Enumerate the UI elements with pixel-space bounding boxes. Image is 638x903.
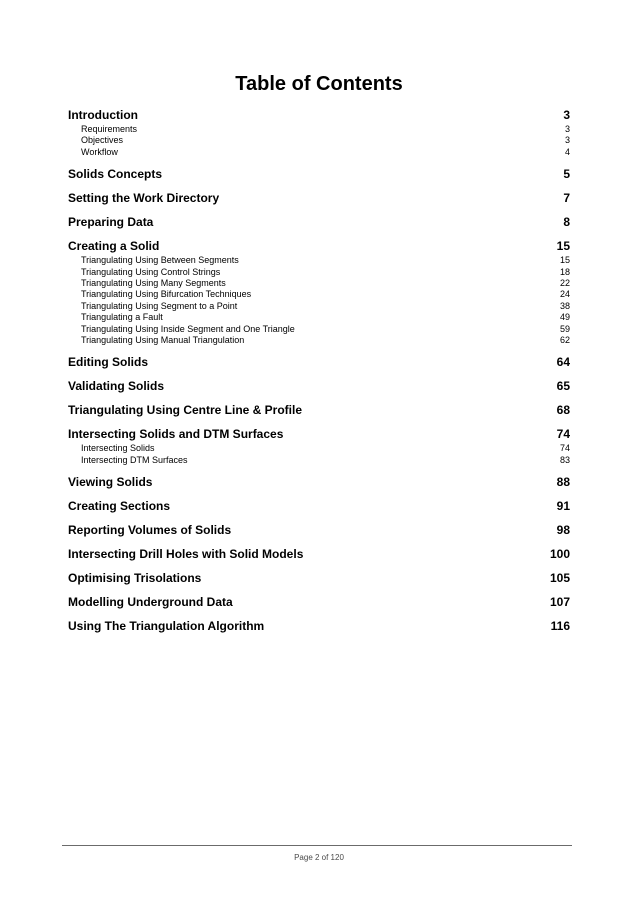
toc-subentry-page: 49 <box>559 312 570 323</box>
toc-entry[interactable] <box>68 570 570 586</box>
toc-subentry[interactable] <box>68 443 570 454</box>
toc-subentry[interactable] <box>68 324 570 335</box>
toc-entry-label: Intersecting Solids and DTM Surfaces <box>68 427 284 442</box>
toc-subentry[interactable] <box>68 135 570 146</box>
toc-entry-label: Using The Triangulation Algorithm <box>68 619 265 634</box>
toc-subentry-page: 38 <box>559 300 570 311</box>
toc-subentry[interactable] <box>68 301 570 312</box>
toc-subentry[interactable] <box>68 147 570 158</box>
toc-subentry-label: Intersecting Solids <box>81 443 155 454</box>
toc-section <box>68 107 570 158</box>
toc-entry[interactable] <box>68 107 570 123</box>
toc-entry[interactable] <box>68 474 570 490</box>
toc-entry-page: 5 <box>563 167 570 182</box>
toc-subentry-label: Objectives <box>81 135 124 146</box>
toc-entry[interactable] <box>68 546 570 562</box>
toc-entry-label: Creating a Solid <box>68 239 160 254</box>
toc-section <box>68 618 570 634</box>
toc-subentry-page: 3 <box>564 135 570 146</box>
toc-subentry-label: Workflow <box>81 146 118 157</box>
toc-entry-page: 8 <box>563 215 570 230</box>
toc-entry-label: Modelling Underground Data <box>68 595 233 610</box>
toc-entry[interactable] <box>68 402 570 418</box>
toc-subentry[interactable] <box>68 455 570 466</box>
toc-subentry-page: 4 <box>564 146 570 157</box>
page-title: Table of Contents <box>235 73 403 95</box>
toc-entry-page: 100 <box>549 547 570 562</box>
toc-subentry-page: 22 <box>559 277 570 288</box>
toc-subentry-page: 83 <box>559 454 570 465</box>
toc-subentries <box>68 443 570 466</box>
toc-subentries <box>68 255 570 346</box>
toc-entry[interactable] <box>68 190 570 206</box>
toc-subentry[interactable] <box>68 124 570 135</box>
table-of-contents <box>68 107 570 642</box>
toc-section <box>68 354 570 370</box>
toc-entry[interactable] <box>68 594 570 610</box>
toc-entry[interactable] <box>68 238 570 254</box>
page-number: Page 2 of 120 <box>294 853 344 862</box>
toc-section <box>68 546 570 562</box>
toc-section <box>68 214 570 230</box>
toc-subentry-label: Triangulating Using Segment to a Point <box>81 300 238 311</box>
toc-entry-page: 65 <box>556 379 570 394</box>
toc-entry-label: Optimising Trisolations <box>68 571 202 586</box>
toc-entry-page: 91 <box>556 499 570 514</box>
toc-entry-label: Solids Concepts <box>68 167 163 182</box>
toc-subentry-page: 74 <box>559 443 570 454</box>
toc-entry-page: 3 <box>563 108 570 122</box>
toc-entry[interactable] <box>68 378 570 394</box>
toc-entry-page: 74 <box>556 427 570 442</box>
toc-section <box>68 166 570 182</box>
toc-entry[interactable] <box>68 618 570 634</box>
toc-entry-label: Validating Solids <box>68 379 165 394</box>
toc-subentry-label: Requirements <box>81 124 138 134</box>
toc-entry-page: 88 <box>556 475 570 490</box>
toc-section <box>68 378 570 394</box>
toc-subentry-label: Triangulating Using Many Segments <box>81 277 226 288</box>
toc-section <box>68 190 570 206</box>
toc-entry-page: 116 <box>550 619 570 634</box>
toc-subentry-page: 59 <box>559 323 570 334</box>
toc-subentry-label: Triangulating Using Between Segments <box>81 255 239 266</box>
toc-subentry[interactable] <box>68 289 570 300</box>
toc-entry-page: 7 <box>563 191 570 206</box>
toc-section <box>68 498 570 514</box>
toc-entry-page: 64 <box>556 355 570 370</box>
toc-subentry-page: 18 <box>559 266 570 277</box>
toc-entry-label: Creating Sections <box>68 499 171 514</box>
toc-subentry[interactable] <box>68 278 570 289</box>
toc-entry-page: 68 <box>556 403 570 418</box>
toc-subentry[interactable] <box>68 255 570 266</box>
toc-section <box>68 594 570 610</box>
toc-subentry-page: 24 <box>559 289 570 300</box>
toc-subentry[interactable] <box>68 335 570 346</box>
toc-section <box>68 402 570 418</box>
toc-subentry-label: Triangulating Using Control Strings <box>81 266 221 277</box>
toc-entry-page: 98 <box>556 523 570 538</box>
toc-section <box>68 522 570 538</box>
toc-entry-label: Intersecting Drill Holes with Solid Models <box>68 547 304 562</box>
toc-entry-label: Setting the Work Directory <box>68 191 220 206</box>
toc-entry-page: 105 <box>549 571 570 586</box>
toc-subentry-label: Triangulating Using Manual Triangulation <box>81 334 245 345</box>
toc-subentry[interactable] <box>68 312 570 323</box>
toc-entry-label: Viewing Solids <box>68 475 153 490</box>
toc-subentry-label: Triangulating Using Bifurcation Techniques <box>81 289 252 300</box>
toc-entry-label: Reporting Volumes of Solids <box>68 523 232 538</box>
toc-subentry-label: Triangulating Using Inside Segment and One Triangle <box>81 323 295 334</box>
toc-section <box>68 570 570 586</box>
toc-entry[interactable] <box>68 214 570 230</box>
toc-entry[interactable] <box>68 522 570 538</box>
toc-entry[interactable] <box>68 166 570 182</box>
toc-entry-label: Editing Solids <box>68 355 148 370</box>
toc-entry[interactable] <box>68 354 570 370</box>
toc-entry-label: Preparing Data <box>68 215 154 230</box>
toc-entry-page: 15 <box>556 239 570 254</box>
toc-subentry-page: 62 <box>559 334 570 345</box>
toc-subentry-label: Intersecting DTM Surfaces <box>81 454 188 465</box>
toc-section <box>68 474 570 490</box>
toc-entry-label: Introduction <box>68 108 138 122</box>
toc-subentry[interactable] <box>68 267 570 278</box>
toc-section <box>68 238 570 346</box>
toc-subentry-label: Triangulating a Fault <box>81 312 163 323</box>
footer-divider <box>62 845 572 846</box>
toc-subentry-page: 3 <box>564 124 570 134</box>
toc-entry-page: 107 <box>549 595 570 610</box>
toc-subentries <box>68 124 570 158</box>
toc-entry[interactable] <box>68 426 570 442</box>
toc-entry-label: Triangulating Using Centre Line & Profile <box>68 403 303 418</box>
toc-subentry-page: 15 <box>559 255 570 266</box>
toc-section <box>68 426 570 466</box>
toc-entry[interactable] <box>68 498 570 514</box>
